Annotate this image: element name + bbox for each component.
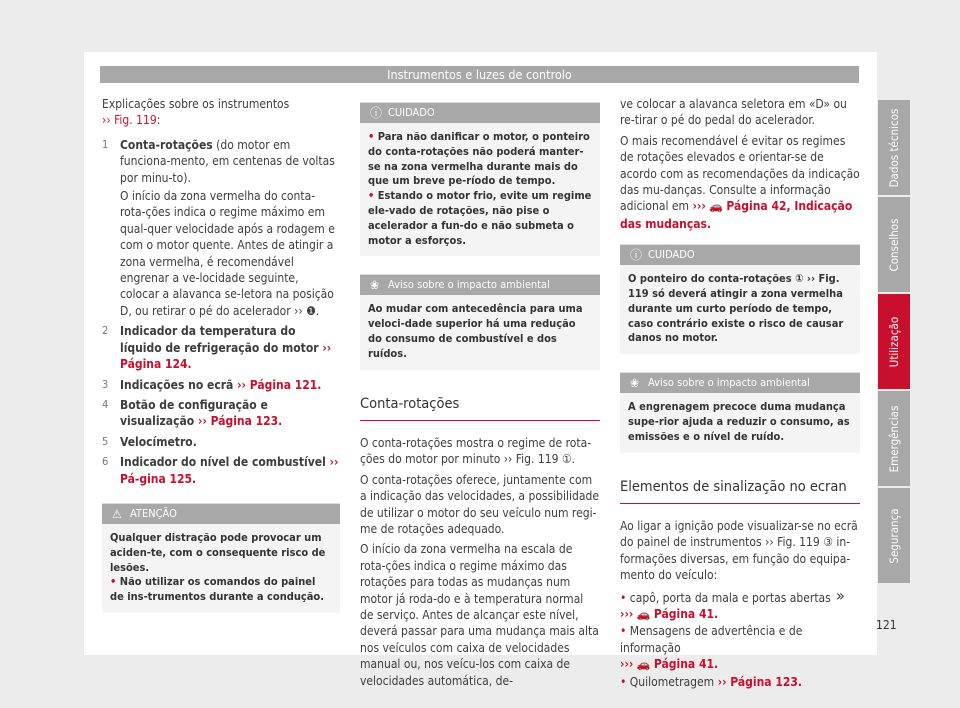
caution-box: ⓘ CUIDADO • Para não danificar o motor, o ponteiro do conta-rotações não poderá manter-se na zona vermelha durante mais do que um breve pe-ríodo de tempo. • Estando o motor frio, evite um regime ele-vado de rotações, não pise o acelerador a fun-do e não submeta o motor a esforços. <box>360 102 600 256</box>
list-item: 3 Indicações no ecrã ›› Página 121. <box>102 377 322 392</box>
car-icon: 🚗 <box>709 200 723 214</box>
fig-link[interactable]: ›› Fig. 119 <box>102 113 157 128</box>
list-item: • capô, porta da mala e portas abertas ››› 🚗 Página 41. <box>620 590 831 622</box>
environment-box: ❀ Aviso sobre o impacto ambiental A engrenagem precoce duma mudança supe-rior ajuda a reduzir o consumo, as emissões e o nível de ruído. <box>620 372 860 452</box>
list-item: • Mensagens de advertência e de informação ››› 🚗 Página 41. <box>620 624 803 672</box>
tab-conselhos[interactable]: Conselhos <box>878 197 910 292</box>
column-1 <box>102 96 340 613</box>
info-icon: ⓘ <box>630 248 643 263</box>
list-item: 2 Indicador da temperatura do líquido de refrigeração do motor ›› Página 124. <box>102 324 332 372</box>
list-item: • Quilometragem ›› Página 123. <box>620 674 802 689</box>
list-item: 1 Conta-rotações (do motor em funciona-mento, em centenas de voltas por minu-to). O início da zona vermelha do conta-rota-ções indica o regime máximo em qual-quer velocidade após a rodagem e com o motor quente. Antes de atingir a zona vermelha, é recomendável engrenar a ve-locidade seguinte, colocar a alavanca se-letora na posição D, ou retirar o pé do acelerador ›› ❶. <box>102 137 335 318</box>
tab-dados-tecnicos[interactable]: Dados técnicos <box>878 100 910 195</box>
tab-emergencias[interactable]: Emergências <box>878 391 910 486</box>
tab-seguranca[interactable]: Segurança <box>878 488 910 583</box>
list-item: 6 Indicador do nível de combustível ›› Pá-gina 125. <box>102 455 339 486</box>
leaf-icon: ❀ <box>370 278 380 293</box>
car-icon: 🚗 <box>636 608 651 622</box>
page-header: Instrumentos e luzes de controlo <box>100 66 859 83</box>
warning-icon: ⚠ <box>112 506 122 521</box>
environment-box: ❀ Aviso sobre o impacto ambiental Ao mudar com antecedência para uma veloci-dade superior há uma redução do consumo de combustível e dos ruídos. <box>360 274 600 369</box>
caution-box: ⓘ CUIDADO O ponteiro do conta-rotações ① ›› Fig. 119 só deverá atingir a zona vermelha durante um curto período de tempo, caso contrário existe o risco de causar danos no motor. <box>620 244 860 354</box>
leaf-icon: ❀ <box>630 376 640 391</box>
list-item: 4 Botão de configuração e visualização ›› Página 123. <box>102 397 283 429</box>
section-title: Elementos de sinalização no ecran <box>620 479 860 504</box>
column-2: ⓘ CUIDADO • Para não danificar o motor, o ponteiro do conta-rotações não poderá manter-se na zona vermelha durante mais do que um breve pe-ríodo de tempo. • Estando o motor frio, evite um regime ele-vado de rotações, não pise o acelerador a fun-do e não submeta o motor a esforços. ❀ Aviso sobre o impacto ambiental Ao mudar com antecedência para uma veloci-dade superior há uma redução do consumo de combustível e dos ruídos. Conta-rotações O conta-rotações mostra o regime de rota-ções do motor por minuto ›› Fig. 119 ①. O conta-rotações oferece, juntamente com a indicação das velocidades, a possibilidade de utilizar o motor do seu veículo num regi-me de rotações adequado. O início da zona vermelha na escala de rota-ções indica o regime máximo das rotações para todas as mudanças num motor já roda-do e à temperatura normal de serviço. Antes de alcançar este nível, deverá passar para uma mudança mais alta nos veículos com caixa de velocidades manual ou, nos veícu-los com caixa de velocidades automática, de- <box>360 96 600 689</box>
page-number: 121 <box>876 618 897 632</box>
info-icon: ⓘ <box>370 106 383 120</box>
tab-utilizacao[interactable]: Utilização <box>878 294 910 389</box>
section-title: Conta-rotações <box>360 396 600 421</box>
car-icon: 🚗 <box>636 658 651 672</box>
warning-box: ⚠ ATENÇÃO Qualquer distração pode provocar um aciden-te, com o consequente risco de lesões. • Não utilizar os comandos do painel de ins-trumentos durante a condução. <box>102 503 340 613</box>
column-3: ve colocar a alavanca seletora em «D» ou re-tirar o pé do pedal do acelerador. O mais recomendável é evitar os regimes de rotações elevados e orientar-se de acordo com as recomendações da indicação das mu-danças. Consulte a informação adicional em ››› 🚗 Página 42, Indicação das mudanças. ⓘ CUIDADO O ponteiro do conta-rotações ① ›› Fig. 119 só deverá atingir a zona vermelha durante um curto período de tempo, caso contrário existe o risco de causar danos no motor. ❀ Aviso sobre o impacto ambiental A engrenagem precoce duma mudança supe-rior ajuda a reduzir o consumo, as emissões e o nível de ruído. Elementos de sinalização no ecran Ao ligar a ignição pode visualizar-se no ecrã do painel de instrumentos ›› Fig. 119 ③ in-formações diversas, em função do equipa-mento do veículo: • capô, porta da mala e portas abertas ››› 🚗 Página 41. • Mensagens de advertência e de informação ››› 🚗 Página 41. • Quilometragem ›› Página 123. <box>620 97 860 689</box>
intro-text: Explicações sobre os instrumentos ›› Fig. 119: <box>102 97 290 128</box>
continue-marker: » <box>836 586 845 605</box>
list-item: 5 Velocímetro. <box>102 434 197 449</box>
